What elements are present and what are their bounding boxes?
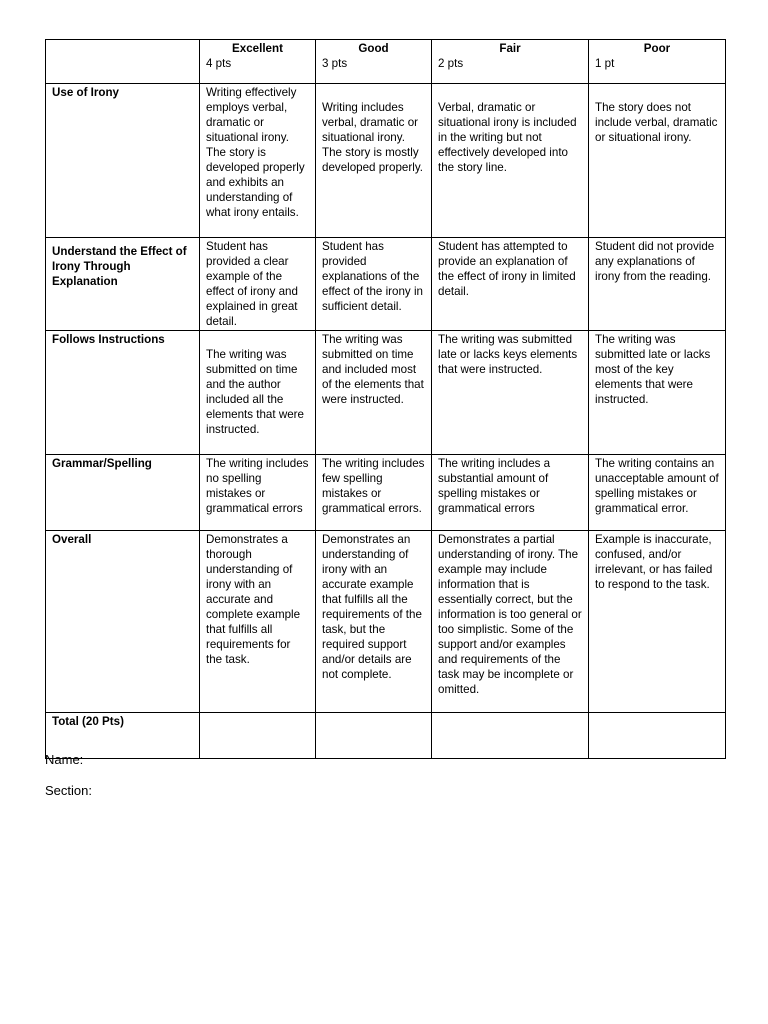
- cell-text: Student did not provide any explanations of irony from the reading.: [595, 240, 715, 283]
- rating-cell: [589, 238, 726, 331]
- cell-text: Demonstrates a partial understanding of irony. The example may include information that is essentially correct, but the information is too general or too simplistic. Some of the support and/or examples and requirements of the task may be incomplete or omitted.: [438, 533, 582, 696]
- criterion-cell: [46, 238, 200, 331]
- criterion-label: Follows Instructions: [52, 333, 165, 346]
- cell-text: Demonstrates a thorough understanding of irony with an accurate and complete example that fulfills all requirements for the task.: [206, 533, 301, 666]
- criterion-label: Grammar/Spelling: [52, 457, 152, 470]
- criterion-cell: [46, 331, 200, 455]
- cell-text: The writing includes no spelling mistakes or grammatical errors: [206, 457, 309, 515]
- table-row-understand-effect: [46, 238, 726, 331]
- criterion-label: Overall: [52, 533, 92, 546]
- column-title: Excellent: [232, 42, 283, 55]
- rating-cell: [589, 84, 726, 238]
- rating-cell: [200, 238, 316, 331]
- criterion-cell: [46, 84, 200, 238]
- cell-text: The story does not include verbal, dramatic or situational irony.: [595, 101, 718, 144]
- column-points: 1 pt: [595, 57, 615, 70]
- header-cell-fair: [432, 40, 589, 84]
- header-cell-excellent: [200, 40, 316, 84]
- rating-cell: [316, 531, 432, 713]
- rating-cell: [316, 238, 432, 331]
- table-row-follows-instructions: [46, 331, 726, 455]
- cell-text: The writing includes a substantial amount of spelling mistakes or grammatical errors: [438, 457, 551, 515]
- column-points: 2 pts: [438, 57, 464, 70]
- rating-cell: [432, 455, 589, 531]
- cell-text: The writing contains an unacceptable amount of spelling mistakes or grammatical error.: [595, 457, 719, 515]
- criterion-label: Use of Irony: [52, 86, 119, 99]
- section-label: Section:: [45, 783, 92, 798]
- total-cell-good: [316, 713, 432, 759]
- header-cell-good: [316, 40, 432, 84]
- cell-text: Verbal, dramatic or situational irony is included in the writing but not effectively developed into the story line.: [438, 101, 577, 174]
- cell-text: Student has attempted to provide an explanation of the effect of irony in limited detail.: [438, 240, 576, 298]
- rating-cell: [316, 455, 432, 531]
- rating-cell: [589, 455, 726, 531]
- rating-cell: [200, 331, 316, 455]
- column-title: Poor: [643, 42, 671, 55]
- criterion-cell: [46, 455, 200, 531]
- rubric-table: [45, 39, 726, 759]
- total-label: Total (20 Pts): [52, 715, 124, 728]
- cell-text: Example is inaccurate, confused, and/or irrelevant, or has failed to respond to the task.: [595, 533, 713, 591]
- total-cell-poor: [589, 713, 726, 759]
- rating-cell: [432, 84, 589, 238]
- cell-text: Student has provided a clear example of the effect of irony and explained in great detail.: [206, 240, 298, 328]
- criterion-label: Understand the Effect of Irony Through Explanation: [52, 245, 187, 288]
- cell-text: The writing was submitted on time and the author included all the elements that were instructed.: [206, 348, 304, 436]
- header-cell-poor: [589, 40, 726, 84]
- cell-text: Writing effectively employs verbal, dramatic or situational irony. The story is developed properly and exhibits an understanding of what irony entails.: [206, 86, 305, 219]
- criterion-cell: [46, 531, 200, 713]
- rating-cell: [589, 531, 726, 713]
- rating-cell: [200, 84, 316, 238]
- cell-text: Student has provided explanations of the effect of the irony in sufficient detail.: [322, 240, 423, 313]
- rating-cell: [589, 331, 726, 455]
- header-row: [46, 40, 726, 84]
- rating-cell: [432, 331, 589, 455]
- column-title: Fair: [499, 42, 521, 55]
- column-points: 4 pts: [206, 57, 232, 70]
- rating-cell: [200, 531, 316, 713]
- column-points: 3 pts: [322, 57, 348, 70]
- table-row-overall: [46, 531, 726, 713]
- rating-cell: [316, 331, 432, 455]
- rating-cell: [432, 531, 589, 713]
- table-row-use-of-irony: [46, 84, 726, 238]
- cell-text: The writing includes few spelling mistakes or grammatical errors.: [322, 457, 425, 515]
- cell-text: The writing was submitted late or lacks keys elements that were instructed.: [438, 333, 578, 376]
- cell-text: Demonstrates an understanding of irony with an accurate example that fulfills all the requirements of the task, but the required support and/or details are not complete.: [322, 533, 422, 681]
- rating-cell: [200, 455, 316, 531]
- name-label: Name:: [45, 752, 84, 767]
- total-cell-fair: [432, 713, 589, 759]
- column-title: Good: [358, 42, 389, 55]
- total-cell-excellent: [200, 713, 316, 759]
- table-row-total: [46, 713, 726, 759]
- rating-cell: [316, 84, 432, 238]
- table-row-grammar-spelling: [46, 455, 726, 531]
- rating-cell: [432, 238, 589, 331]
- cell-text: The writing was submitted late or lacks most of the key elements that were instructed.: [595, 333, 711, 406]
- header-blank-cell: [46, 40, 200, 84]
- cell-text: Writing includes verbal, dramatic or situational irony. The story is mostly developed properly.: [322, 101, 423, 174]
- cell-text: The writing was submitted on time and included most of the elements that were instructed.: [322, 333, 424, 406]
